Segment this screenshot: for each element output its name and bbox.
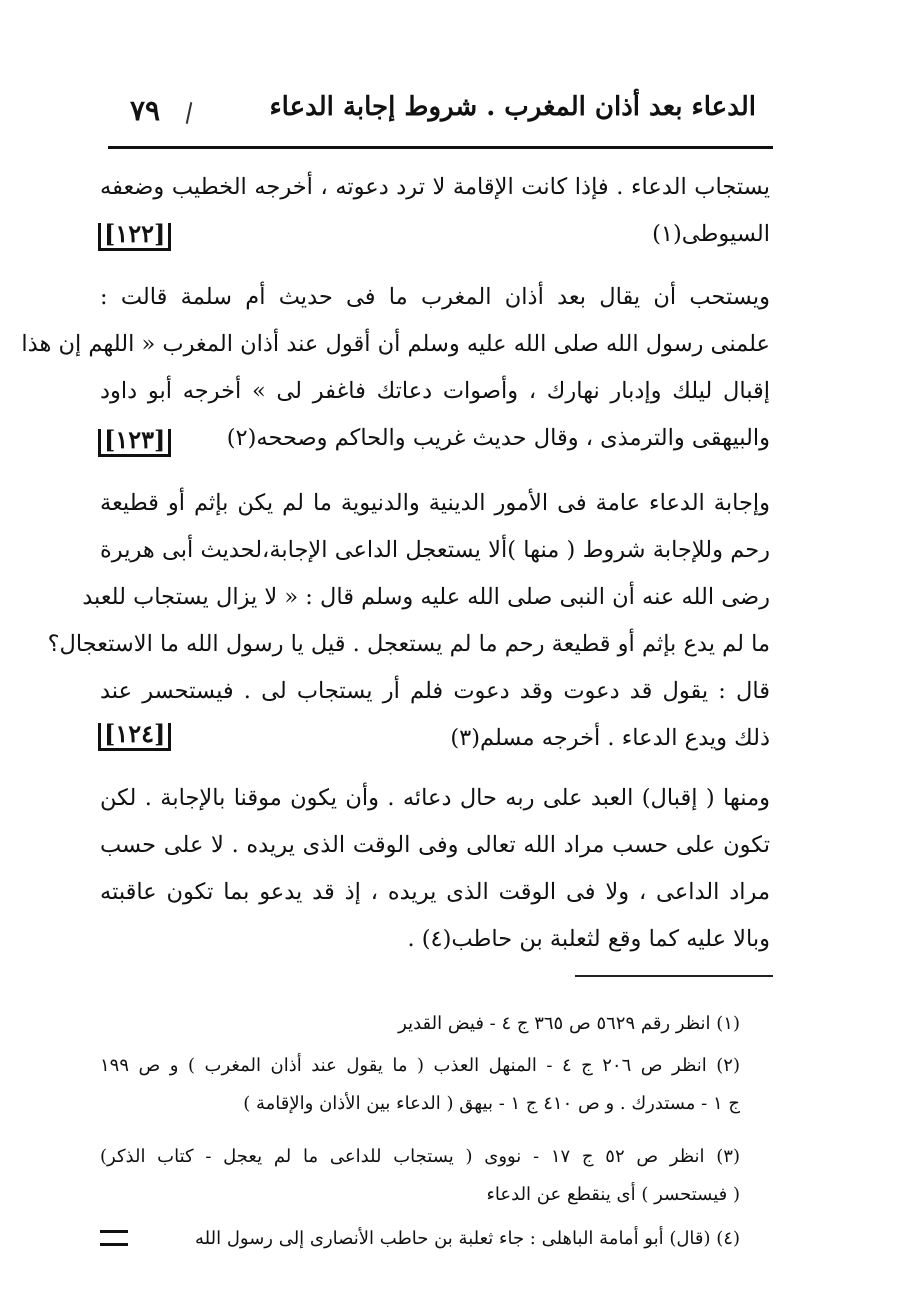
text-line: تكون على حسب مراد الله تعالى وفى الوقت الذى يريده . لا على حسب xyxy=(100,832,770,858)
header-rule xyxy=(108,146,773,149)
text-line: رحم وللإجابة شروط ( منها )ألا يستعجل الداعى الإجابة،لحديث أبى هريرة xyxy=(100,537,770,563)
continuation-mark xyxy=(100,1230,128,1246)
footnote-3 xyxy=(100,1138,740,1214)
text-line: رضى الله عنه أن النبى صلى الله عليه وسلم قال : « لا يزال يستجاب للعبد xyxy=(82,584,770,610)
footnote-line: (٢) انظر ص ٢٠٦ ج ٤ - المنهل العذب ( ما يقول عند أذان المغرب ) و ص ١٩٩ xyxy=(100,1055,740,1076)
text-line: وبالا عليه كما وقع لثعلبة بن حاطب(٤) . xyxy=(407,926,770,952)
text-line: ذلك ويدع الدعاء . أخرجه مسلم(٣) xyxy=(450,725,770,751)
page-number: ٧٩ xyxy=(130,94,161,127)
paragraph-1 xyxy=(100,164,770,258)
footnote-line: (٤) (قال) أبو أمامة الباهلى : جاء ثعلبة بن حاطب الأنصارى إلى رسول الله xyxy=(195,1228,740,1249)
hadith-number-123: [١٢٣] xyxy=(100,425,169,457)
text-line: ومنها ( إقبال) العبد على ربه حال دعائه . وأن يكون موقنا بالإجابة . لكن xyxy=(100,785,770,811)
text-line: والبيهقى والترمذى ، وقال حديث غريب والحاكم وصححه(٢) xyxy=(226,425,770,451)
text-line: يستجاب الدعاء . فإذا كانت الإقامة لا ترد دعوته ، أخرجه الخطيب وضعفه xyxy=(100,174,770,200)
footnote-rule xyxy=(575,975,773,977)
text-line: ما لم يدع بإثم أو قطيعة رحم ما لم يستعجل . قيل يا رسول الله ما الاستعجال؟ xyxy=(47,631,770,657)
footnote-2 xyxy=(100,1047,740,1123)
header-tick-mark xyxy=(186,102,193,124)
footnote-line: (١) انظر رقم ٥٦٢٩ ص ٣٦٥ ج ٤ - فيض القدير xyxy=(398,1013,740,1034)
footnote-line: (٣) انظر ص ٥٢ ج ١٧ - نووى ( يستجاب للداعى ما لم يعجل - كتاب الذكر) xyxy=(100,1146,740,1167)
paragraph-3 xyxy=(47,480,770,762)
paragraph-4 xyxy=(100,775,770,963)
footnote-1 xyxy=(100,1005,740,1043)
footnote-line: ( فيستحسر ) أى ينقطع عن الدعاء xyxy=(486,1184,740,1205)
paragraph-2 xyxy=(21,274,770,462)
text-line: مراد الداعى ، ولا فى الوقت الذى يريده ، إذ قد يدعو بما تكون عاقبته xyxy=(100,879,770,905)
text-line: ويستحب أن يقال بعد أذان المغرب ما فى حديث أم سلمة قالت : xyxy=(100,284,770,310)
text-line: السيوطى(١) xyxy=(652,221,770,247)
text-line: قال : يقول قد دعوت وقد دعوت فلم أر يستجاب لى . فيستحسر عند xyxy=(100,678,770,704)
hadith-number-122: [١٢٢] xyxy=(100,219,169,251)
text-line: علمنى رسول الله صلى الله عليه وسلم أن أقول عند أذان المغرب « اللهم إن هذا xyxy=(21,331,770,357)
text-line: وإجابة الدعاء عامة فى الأمور الدينية والدنيوية ما لم يكن بإثم أو قطيعة xyxy=(100,490,770,516)
footnote-line: ج ١ - مستدرك . و ص ٤١٠ ج ١ - بيهق ( الدعاء بين الأذان والإقامة ) xyxy=(243,1093,740,1114)
footnote-4 xyxy=(100,1220,740,1258)
text-line: إقبال ليلك وإدبار نهارك ، وأصوات دعاتك فاغفر لى » أخرجه أبو داود xyxy=(100,378,770,404)
running-title: الدعاء بعد أذان المغرب . شروط إجابة الدعاء xyxy=(269,92,756,122)
hadith-number-124: [١٢٤] xyxy=(100,719,169,751)
running-header xyxy=(108,88,768,138)
